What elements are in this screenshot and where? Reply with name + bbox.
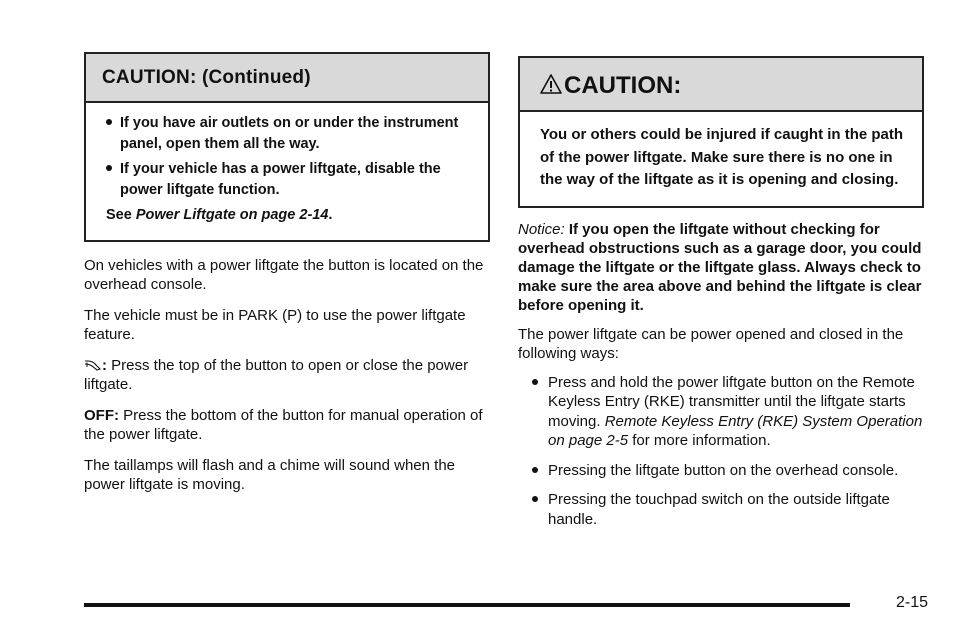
list-item: Pressing the touchpad switch on the outside liftgate handle.: [518, 490, 924, 529]
page-number: 2-15: [896, 594, 929, 611]
caution-bullet: If your vehicle has a power liftgate, disable the power liftgate function.: [106, 159, 472, 201]
list-item: Pressing the liftgate button on the overhead console.: [518, 461, 924, 481]
paragraph-button-location: On vehicles with a power liftgate the button is located on the overhead console.: [84, 257, 484, 293]
paragraph-symbol-open-close: : Press the top of the button to open or close the power liftgate.: [84, 357, 469, 393]
list-item: Press and hold the power liftgate button on the Remote Keyless Entry (RKE) transmitter until the liftgate starts moving. Remote Keyless Entry (RKE) System Operation on page 2-5 for more information.: [518, 373, 924, 451]
notice-label: Notice:: [518, 220, 565, 238]
caution-title: CAUTION:: [520, 58, 922, 112]
caution-continued-title: CAUTION: (Continued): [86, 54, 488, 103]
see-reference: See Power Liftgate on page 2-14.: [106, 207, 333, 223]
notice-paragraph: Notice: If you open the liftgate without checking for overhead obstructions such as a garage door, you could damage the liftgate or the liftgate glass. Always check to make sure the area above and behind the liftgate is clear before opening it.: [518, 220, 922, 314]
paragraph-ways-intro: The power liftgate can be power opened and closed in the following ways:: [518, 325, 904, 362]
caution-box: [518, 56, 924, 208]
caution-body: You or others could be injured if caught in the path of the power liftgate. Make sure there is no one in the way of the liftgate as it is opening and closing.: [540, 126, 904, 188]
paragraph-taillamps: The taillamps will flash and a chime will sound when the power liftgate is moving.: [84, 457, 456, 493]
paragraph-park-requirement: The vehicle must be in PARK (P) to use the power liftgate feature.: [84, 307, 466, 343]
footer-rule: [84, 603, 850, 607]
liftgate-icon: [84, 358, 102, 372]
rke-reference-link: Remote Keyless Entry (RKE) System Operation on page 2-5: [548, 412, 923, 449]
see-reference-link: Power Liftgate on page 2-14: [135, 207, 329, 223]
warning-triangle-icon: [540, 73, 562, 95]
paragraph-off: OFF: Press the bottom of the button for manual operation of the power liftgate.: [84, 407, 483, 443]
caution-continued-body: [86, 103, 488, 240]
right-column: [518, 52, 924, 529]
left-column: [84, 52, 490, 494]
caution-bullet: If you have air outlets on or under the instrument panel, open them all the way.: [106, 113, 472, 155]
caution-continued-box: [84, 52, 490, 242]
off-label: OFF:: [84, 407, 119, 424]
